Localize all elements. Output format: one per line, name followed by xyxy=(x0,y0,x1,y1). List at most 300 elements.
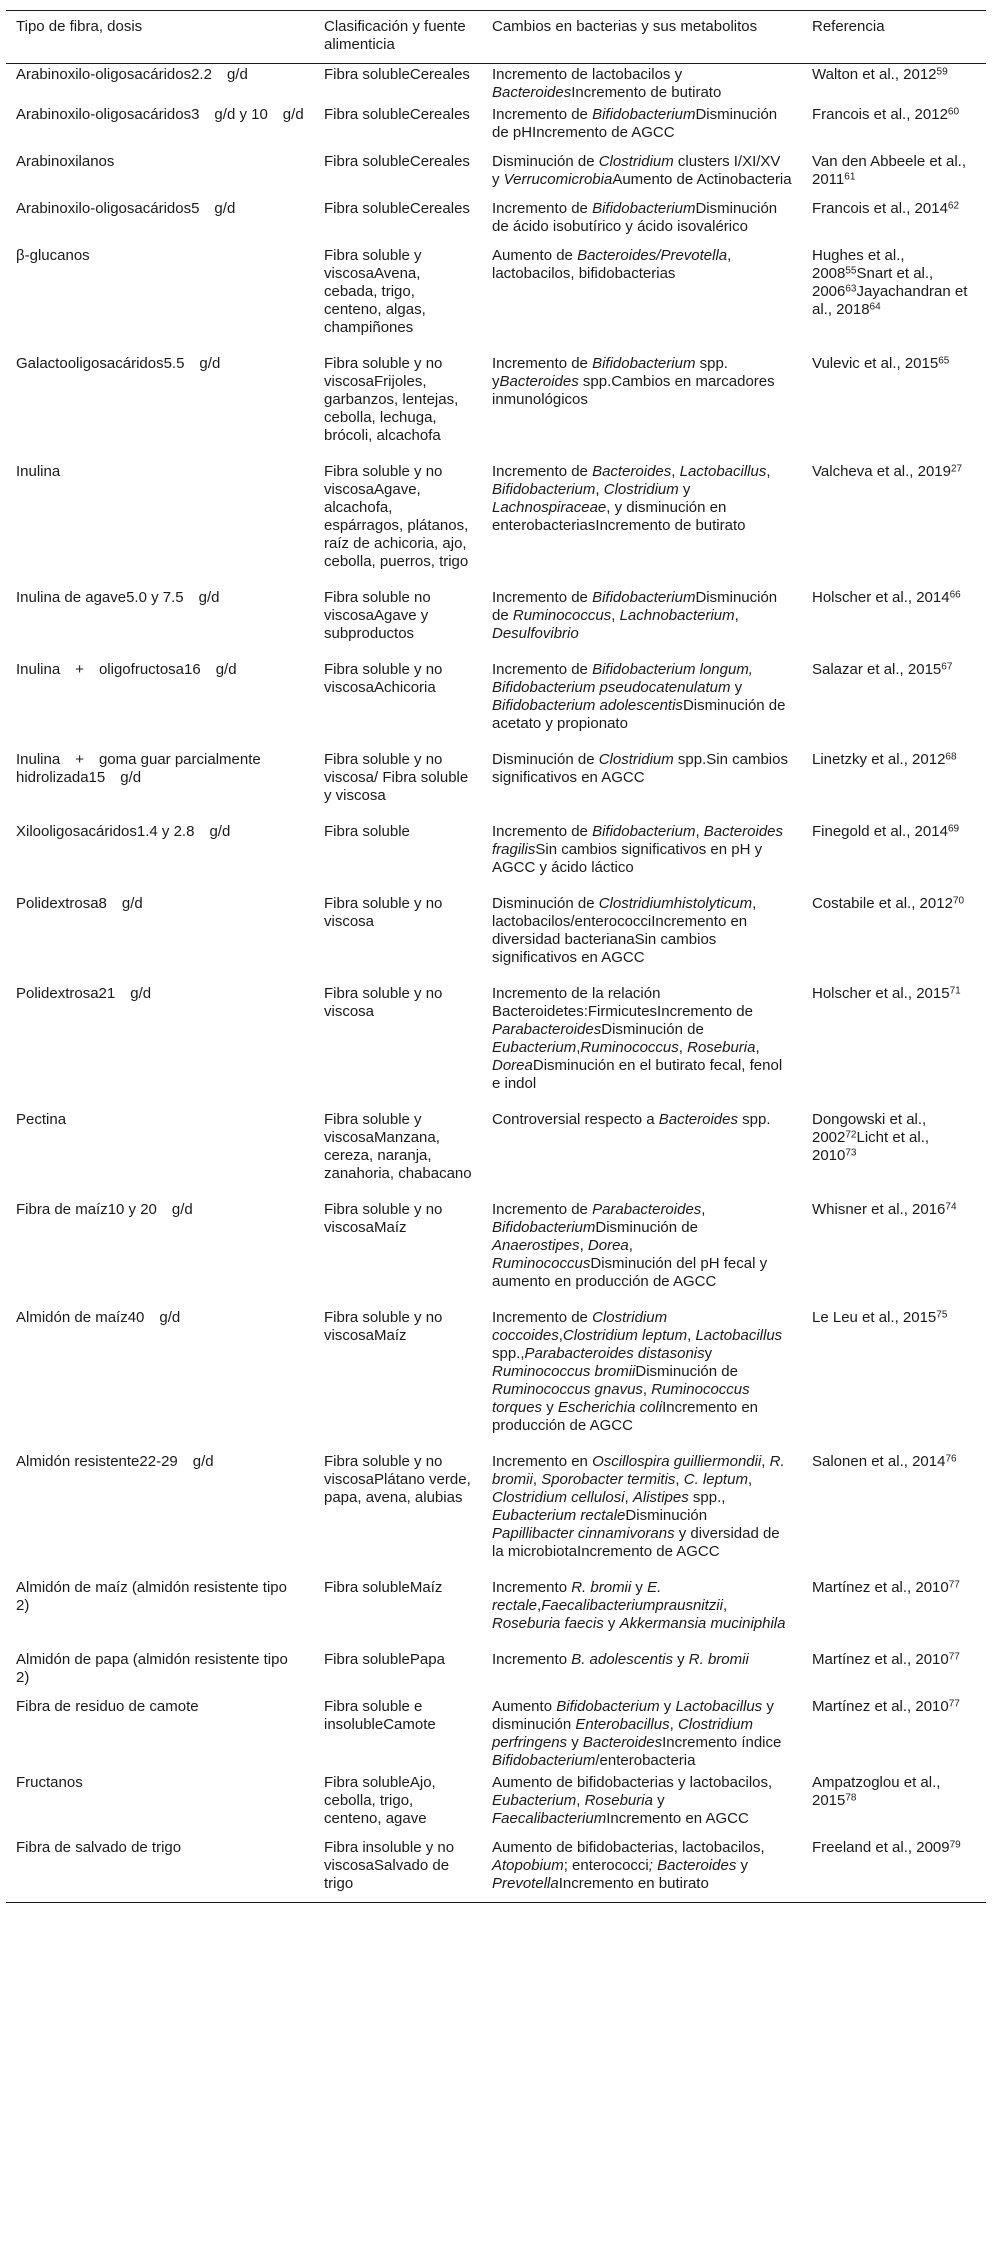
text-segment: Incremento de butirato xyxy=(571,84,722,101)
italic-taxon: Ruminococcus xyxy=(512,607,612,624)
italic-taxon: Akkermansia muciniphila xyxy=(619,1615,786,1632)
italic-taxon: Bacteroides/Prevotella xyxy=(577,247,728,264)
italic-taxon: E. rectale xyxy=(492,1579,662,1614)
citation-number: 67 xyxy=(941,661,953,673)
classification-cell: Fibra soluble y no viscosa xyxy=(324,985,443,1020)
text-segment: Dongowski et al., 2002 xyxy=(812,1111,927,1146)
text-segment: Snart et al., 2006 xyxy=(812,265,934,300)
text-segment: Incremento de la relación Bacteroidetes:FirmicutesIncremento de xyxy=(492,985,753,1020)
table-row xyxy=(6,198,986,238)
fiber-type-cell: Inulina + oligofructosa16 g/d xyxy=(16,661,237,678)
citation-number: 68 xyxy=(945,751,957,763)
text-segment: Jayachandran et al., 2018 xyxy=(812,283,968,318)
changes-cell xyxy=(482,580,802,652)
italic-taxon: Lactobacillus xyxy=(679,463,767,480)
text-segment: enterococci xyxy=(567,1857,649,1874)
text-segment: /enterobacteria xyxy=(595,1752,696,1769)
text-segment: Disminución de pHIncremento de AGCC xyxy=(492,106,778,141)
text-segment: spp. y xyxy=(492,355,728,390)
text-segment: Aumento de xyxy=(492,247,578,264)
changes-cell xyxy=(482,1772,802,1830)
text-segment: , xyxy=(675,1471,684,1488)
text-segment: y diversidad de la microbiotaIncremento de AGCC xyxy=(492,1525,780,1560)
italic-taxon: Roseburia xyxy=(687,1039,756,1056)
fiber-type-cell: Arabinoxilo-oligosacáridos3 g/d y 10 g/d xyxy=(16,106,304,123)
text-segment: Salonen et al., 2014 xyxy=(812,1453,946,1470)
text-segment: Disminución del pH fecal y aumento en producción de AGCC xyxy=(492,1255,768,1290)
italic-taxon: Clostridium leptum xyxy=(562,1327,688,1344)
text-segment: Salazar et al., 2015 xyxy=(812,661,942,678)
fiber-type-cell: Xilooligosacáridos1.4 y 2.8 g/d xyxy=(16,823,231,840)
reference-cell xyxy=(802,814,986,886)
classification-cell: Fibra soluble y viscosaAvena, cebada, trigo, centeno, algas, champiñones xyxy=(324,247,426,336)
text-segment: Disminución de xyxy=(595,1219,698,1236)
italic-taxon: Bacteroides xyxy=(582,1734,663,1751)
classification-cell: Fibra solubleCereales xyxy=(324,200,470,217)
italic-taxon: Ruminococcus torques xyxy=(492,1381,750,1416)
text-segment: Incremento de xyxy=(492,106,593,123)
italic-taxon: Prevotella xyxy=(492,1875,559,1892)
text-segment: , xyxy=(734,607,739,624)
text-segment: Martínez et al., 2010 xyxy=(812,1698,949,1715)
reference-cell xyxy=(802,652,986,742)
text-segment: ; xyxy=(563,1857,568,1874)
reference-cell xyxy=(802,238,986,346)
changes-cell xyxy=(482,652,802,742)
table-row xyxy=(6,238,986,346)
italic-taxon: R. bromii xyxy=(571,1579,632,1596)
reference-cell xyxy=(802,1300,986,1444)
text-segment: Vulevic et al., 2015 xyxy=(812,355,939,372)
text-segment: , xyxy=(642,1381,652,1398)
text-segment: Disminución de xyxy=(635,1363,738,1380)
fiber-type-cell: Fructanos xyxy=(16,1774,83,1791)
italic-taxon: Lachnobacterium xyxy=(619,607,735,624)
text-segment: spp.Cambios en marcadores inmunológicos xyxy=(492,373,775,408)
text-segment: Incremento en xyxy=(492,1453,593,1470)
italic-taxon: Bifidobacterium xyxy=(592,106,696,123)
text-segment: Martínez et al., 2010 xyxy=(812,1579,949,1596)
header-classification: Clasificación y fuente alimenticia xyxy=(324,18,466,53)
text-segment: Aumento xyxy=(492,1698,557,1715)
text-segment: Costabile et al., 2012 xyxy=(812,895,953,912)
classification-cell: Fibra soluble e insolubleCamote xyxy=(324,1698,436,1733)
italic-taxon: Roseburia faecis xyxy=(492,1615,604,1632)
italic-taxon: Bacteroides fragilis xyxy=(492,823,784,858)
text-segment: y xyxy=(603,1615,620,1632)
text-segment: Incremento de xyxy=(492,1309,593,1326)
italic-taxon: Bifidobacterium xyxy=(592,355,696,372)
table-row xyxy=(6,1696,986,1772)
text-segment: , xyxy=(766,463,771,480)
classification-cell: Fibra soluble y no viscosaAchicoria xyxy=(324,661,443,696)
citation-number: 75 xyxy=(936,1309,948,1321)
fiber-type-cell: Fibra de residuo de camote xyxy=(16,1698,199,1715)
italic-taxon: Bifidobacterium xyxy=(492,1219,596,1236)
reference-cell xyxy=(802,580,986,652)
fiber-type-cell: Polidextrosa21 g/d xyxy=(16,985,152,1002)
italic-taxon: Ruminococcus xyxy=(580,1039,679,1056)
fiber-type-cell: β-glucanos xyxy=(16,247,90,264)
reference-cell xyxy=(802,976,986,1102)
fiber-type-cell: Galactooligosacáridos5.5 g/d xyxy=(16,355,221,372)
text-segment: Incremento de xyxy=(492,661,593,678)
text-segment: spp., xyxy=(492,1345,525,1362)
table-row xyxy=(6,104,986,144)
reference-cell xyxy=(802,346,986,454)
text-segment: , xyxy=(628,1237,633,1254)
italic-taxon: Sporobacter termitis xyxy=(541,1471,676,1488)
text-segment: , xyxy=(761,1453,770,1470)
citation-number: 59 xyxy=(936,66,948,78)
classification-cell: Fibra soluble xyxy=(324,823,410,840)
reference-cell xyxy=(802,198,986,238)
italic-taxon: Bacteroides xyxy=(492,84,572,101)
text-segment: , xyxy=(747,1471,753,1488)
citation-number: 77 xyxy=(948,1698,960,1710)
changes-cell xyxy=(482,238,802,346)
changes-cell xyxy=(482,1642,802,1696)
classification-cell: Fibra solubleCereales xyxy=(324,66,470,83)
classification-cell: Fibra solublePapa xyxy=(324,1651,445,1668)
italic-taxon: Parabacteroides xyxy=(592,1201,702,1218)
citation-number: 60 xyxy=(947,106,960,118)
text-segment: Sin cambios significativos en pH y AGCC y ácido láctico xyxy=(492,841,763,876)
reference-cell xyxy=(802,104,986,144)
italic-taxon: Bifidobacterium adolescentis xyxy=(492,697,683,714)
classification-cell: Fibra soluble y viscosaManzana, cereza, naranja, zanahoria, chabacano xyxy=(324,1111,472,1182)
reference-cell xyxy=(802,1642,986,1696)
text-segment: Licht et al., 2010 xyxy=(812,1129,930,1164)
text-segment: Disminución de xyxy=(492,895,599,912)
fiber-microbiota-table xyxy=(6,10,986,1903)
changes-cell xyxy=(482,976,802,1102)
table-row xyxy=(6,580,986,652)
fiber-type-cell: Polidextrosa8 g/d xyxy=(16,895,143,912)
header-reference: Referencia xyxy=(812,18,885,35)
text-segment: Hughes et al., 2008 xyxy=(812,247,905,282)
header-row xyxy=(6,11,986,64)
fiber-type-cell: Inulina de agave5.0 y 7.5 g/d xyxy=(16,589,220,606)
classification-cell: Fibra soluble no viscosaAgave y subproductos xyxy=(324,589,431,642)
classification-cell: Fibra solubleCereales xyxy=(324,106,470,123)
text-segment: Francois et al., 2014 xyxy=(812,200,948,217)
text-segment: y xyxy=(542,1399,558,1416)
italic-taxon: Bifidobacterium xyxy=(592,589,696,606)
italic-taxon: Faecalibacterium xyxy=(492,1810,607,1827)
fiber-type-cell: Inulina xyxy=(16,463,61,480)
table-row xyxy=(6,1102,986,1192)
citation-number: 64 xyxy=(869,301,881,313)
italic-taxon: ; xyxy=(648,1857,653,1874)
text-segment: Disminución de acetato y propionato xyxy=(492,697,786,732)
italic-taxon: Clostridium xyxy=(603,481,679,498)
header-fiber-type: Tipo de fibra, dosis xyxy=(16,18,143,35)
italic-taxon: Bacteroides xyxy=(657,1857,737,1874)
italic-taxon: Eubacterium rectale xyxy=(492,1507,626,1524)
text-segment: Incremento de xyxy=(492,1201,593,1218)
italic-taxon: Clostridium perfringens xyxy=(492,1716,753,1751)
citation-number: 77 xyxy=(948,1579,960,1591)
text-segment: Incremento de xyxy=(492,823,593,840)
classification-cell: Fibra soluble y no viscosaMaíz xyxy=(324,1309,443,1344)
fiber-type-cell: Arabinoxilanos xyxy=(16,153,115,170)
italic-taxon: Dorea xyxy=(492,1057,533,1074)
text-segment: y xyxy=(567,1734,583,1751)
italic-taxon: Eubacterium xyxy=(492,1039,577,1056)
italic-taxon: Ruminococcus xyxy=(492,1255,591,1272)
table-row xyxy=(6,346,986,454)
italic-taxon: Clostridiumhistolyticum xyxy=(598,895,753,912)
citation-number: 73 xyxy=(845,1147,857,1159)
table-row xyxy=(6,1772,986,1830)
text-segment: Incremento xyxy=(492,1651,572,1668)
text-segment: y xyxy=(730,679,743,696)
italic-taxon: Lactobacillus xyxy=(675,1698,763,1715)
citation-number: 77 xyxy=(948,1651,960,1663)
changes-cell xyxy=(482,454,802,580)
italic-taxon: Lactobacillus xyxy=(695,1327,783,1344)
text-segment: , xyxy=(695,823,704,840)
text-segment: , xyxy=(576,1792,585,1809)
fiber-type-cell: Almidón de maíz40 g/d xyxy=(16,1309,181,1326)
text-segment: , xyxy=(701,1201,706,1218)
italic-taxon: Roseburia xyxy=(584,1792,653,1809)
text-segment: Incremento de xyxy=(492,589,593,606)
text-segment: Holscher et al., 2015 xyxy=(812,985,950,1002)
changes-cell xyxy=(482,1696,802,1772)
reference-cell xyxy=(802,454,986,580)
italic-taxon: C. leptum xyxy=(683,1471,748,1488)
changes-cell xyxy=(482,64,802,105)
text-segment: Disminución xyxy=(625,1507,708,1524)
changes-cell xyxy=(482,1830,802,1903)
italic-taxon: Bacteroides xyxy=(658,1111,738,1128)
text-segment: Aumento de Actinobacteria xyxy=(612,171,792,188)
italic-taxon: Papillibacter cinnamivorans xyxy=(492,1525,675,1542)
changes-cell xyxy=(482,886,802,976)
text-segment: Disminución de xyxy=(492,751,599,768)
italic-taxon: Clostridium xyxy=(598,153,674,170)
text-segment: Aumento de bifidobacterias y lactobacilos, xyxy=(492,1774,773,1791)
text-segment: y xyxy=(736,1857,748,1874)
text-segment: Valcheva et al., 2019 xyxy=(812,463,951,480)
citation-number: 63 xyxy=(845,283,857,295)
text-segment: Incremento de xyxy=(492,200,593,217)
text-segment: Van den Abbeele et al., 2011 xyxy=(812,153,967,188)
changes-cell xyxy=(482,198,802,238)
italic-taxon: Parabacteroides distasonis xyxy=(524,1345,705,1362)
citation-number: 71 xyxy=(949,985,961,997)
italic-taxon: Bifidobacterium xyxy=(592,200,696,217)
text-segment: , xyxy=(576,1039,581,1056)
italic-taxon: Alistipes xyxy=(632,1489,689,1506)
text-segment: Martínez et al., 2010 xyxy=(812,1651,949,1668)
text-segment: Incremento xyxy=(492,1579,572,1596)
citation-number: 65 xyxy=(938,355,950,367)
reference-cell xyxy=(802,742,986,814)
classification-cell: Fibra solubleCereales xyxy=(324,153,470,170)
reference-cell xyxy=(802,1192,986,1300)
reference-cell xyxy=(802,144,986,198)
reference-cell xyxy=(802,886,986,976)
text-segment: Linetzky et al., 2012 xyxy=(812,751,946,768)
fiber-type-cell: Fibra de maíz10 y 20 g/d xyxy=(16,1201,193,1218)
table-row xyxy=(6,1642,986,1696)
italic-taxon: Ruminococcus bromii xyxy=(492,1363,636,1380)
text-segment: Le Leu et al., 2015 xyxy=(812,1309,937,1326)
reference-cell xyxy=(802,1696,986,1772)
changes-cell xyxy=(482,1102,802,1192)
fiber-type-cell: Almidón de maíz (almidón resistente tipo 2) xyxy=(16,1579,287,1614)
italic-taxon: Enterobacillus xyxy=(575,1716,670,1733)
classification-cell: Fibra soluble y no viscosaAgave, alcachofa, espárragos, plátanos, raíz de achicoria, ajo, cebolla, puerros, trigo xyxy=(324,463,469,570)
text-segment: , xyxy=(669,1716,678,1733)
citation-number: 78 xyxy=(845,1792,857,1804)
classification-cell: Fibra soluble y no viscosaFrijoles, garbanzos, lentejas, cebolla, lechuga, brócoli, alcachofa xyxy=(324,355,459,444)
changes-cell xyxy=(482,742,802,814)
italic-taxon: Verrucomicrobia xyxy=(503,171,613,188)
classification-cell: Fibra solubleAjo, cebolla, trigo, centeno, agave xyxy=(324,1774,436,1827)
italic-taxon: Clostridium coccoides xyxy=(492,1309,668,1344)
fiber-type-cell: Fibra de salvado de trigo xyxy=(16,1839,182,1856)
text-segment: y xyxy=(652,1792,665,1809)
italic-taxon: Ruminococcus gnavus xyxy=(492,1381,643,1398)
italic-taxon: Bacteroides xyxy=(592,463,672,480)
table-row xyxy=(6,64,986,105)
text-segment: spp. xyxy=(737,1111,771,1128)
reference-cell xyxy=(802,1444,986,1570)
italic-taxon: Eubacterium xyxy=(492,1792,577,1809)
changes-cell xyxy=(482,1192,802,1300)
italic-taxon: Bifidobacterium xyxy=(556,1698,660,1715)
changes-cell xyxy=(482,144,802,198)
text-segment: spp.Sin cambios significativos en AGCC xyxy=(492,751,788,786)
changes-cell xyxy=(482,1300,802,1444)
changes-cell xyxy=(482,1570,802,1642)
text-segment: , xyxy=(687,1327,696,1344)
italic-taxon: Desulfovibrio xyxy=(492,625,579,642)
table-body xyxy=(6,64,986,1903)
text-segment: Incremento en AGCC xyxy=(606,1810,749,1827)
table-row xyxy=(6,1444,986,1570)
italic-taxon: Dorea xyxy=(587,1237,629,1254)
fiber-type-cell: Almidón resistente22-29 g/d xyxy=(16,1453,214,1470)
fiber-type-cell: Almidón de papa (almidón resistente tipo 2) xyxy=(16,1651,288,1686)
text-segment: , xyxy=(595,481,604,498)
table-row xyxy=(6,1300,986,1444)
table-row xyxy=(6,652,986,742)
text-segment: , lactobacilos/enterococciIncremento en diversidad bacterianaSin cambios significativos en AGCC xyxy=(492,895,757,966)
table-row xyxy=(6,1192,986,1300)
text-segment: y xyxy=(704,1345,713,1362)
italic-taxon: Oscillospira guilliermondii xyxy=(592,1453,762,1470)
italic-taxon: Bacteroides xyxy=(499,373,579,390)
text-segment: , y disminución en enterobacteriasIncremento de butirato xyxy=(492,499,746,534)
text-segment: Freeland et al., 2009 xyxy=(812,1839,950,1856)
text-segment: Incremento en butirato xyxy=(558,1875,709,1892)
text-segment: y xyxy=(631,1579,648,1596)
changes-cell xyxy=(482,346,802,454)
text-segment: Francois et al., 2012 xyxy=(812,106,948,123)
text-segment: , lactobacilos, bifidobacterias xyxy=(492,247,732,282)
table-row xyxy=(6,814,986,886)
citation-number: 74 xyxy=(945,1201,957,1213)
citation-number: 69 xyxy=(947,823,960,835)
text-segment: Holscher et al., 2014 xyxy=(812,589,950,606)
text-segment: , xyxy=(624,1489,633,1506)
text-segment: , xyxy=(558,1327,563,1344)
italic-taxon: Faecalibacteriumprausnitzii xyxy=(541,1597,723,1614)
text-segment: Whisner et al., 2016 xyxy=(812,1201,946,1218)
changes-cell xyxy=(482,1444,802,1570)
reference-cell xyxy=(802,1102,986,1192)
table-row xyxy=(6,144,986,198)
italic-taxon: Escherichia coli xyxy=(557,1399,663,1416)
text-segment: Incremento de lactobacilos y xyxy=(492,66,683,83)
changes-cell xyxy=(482,814,802,886)
text-segment: Disminución de xyxy=(492,589,778,624)
citation-number: 62 xyxy=(947,200,960,212)
reference-cell xyxy=(802,1830,986,1903)
classification-cell: Fibra soluble y no viscosaMaíz xyxy=(324,1201,443,1236)
italic-taxon: Anaerostipes xyxy=(492,1237,580,1254)
text-segment: Aumento de bifidobacterias, lactobacilos, xyxy=(492,1839,765,1856)
citation-number: 72 xyxy=(845,1129,857,1141)
classification-cell: Fibra soluble y no viscosa/ Fibra soluble y viscosa xyxy=(324,751,469,804)
text-segment: y xyxy=(678,481,691,498)
text-segment: , xyxy=(537,1597,542,1614)
text-segment: Incremento de xyxy=(492,355,593,372)
text-segment: y disminución xyxy=(492,1698,774,1733)
table-row xyxy=(6,886,986,976)
text-segment: , xyxy=(671,463,680,480)
text-segment: Disminución de xyxy=(601,1021,704,1038)
table-row xyxy=(6,976,986,1102)
italic-taxon: Lachnospiraceae xyxy=(492,499,607,516)
citation-number: 66 xyxy=(949,589,961,601)
text-segment: y xyxy=(659,1698,676,1715)
text-segment: Incremento índice xyxy=(662,1734,782,1751)
text-segment: , xyxy=(611,607,620,624)
text-segment: Disminución en el butirato fecal, fenol e indol xyxy=(492,1057,783,1092)
italic-taxon: R. bromii xyxy=(688,1651,749,1668)
text-segment: , xyxy=(755,1039,760,1056)
italic-taxon: Bifidobacterium longum, Bifidobacterium pseudocatenulatum xyxy=(492,661,753,696)
changes-cell xyxy=(482,104,802,144)
text-segment: Incremento de xyxy=(492,463,593,480)
italic-taxon: R. bromii xyxy=(492,1453,785,1488)
italic-taxon: Parabacteroides xyxy=(492,1021,602,1038)
text-segment: Walton et al., 2012 xyxy=(812,66,937,83)
text-segment: Finegold et al., 2014 xyxy=(812,823,948,840)
table-row xyxy=(6,1570,986,1642)
text-segment: Ampatzoglou et al., 2015 xyxy=(812,1774,941,1809)
reference-cell xyxy=(802,64,986,105)
table-row xyxy=(6,454,986,580)
fiber-type-cell: Arabinoxilo-oligosacáridos5 g/d xyxy=(16,200,236,217)
italic-taxon: B. adolescentis xyxy=(571,1651,673,1668)
citation-number: 79 xyxy=(949,1839,961,1851)
italic-taxon: Bifidobacterium xyxy=(492,1752,596,1769)
italic-taxon: Atopobium xyxy=(492,1857,564,1874)
header-changes: Cambios en bacterias y sus metabolitos xyxy=(492,18,758,35)
italic-taxon: Clostridium cellulosi xyxy=(492,1489,625,1506)
reference-cell xyxy=(802,1772,986,1830)
classification-cell: Fibra soluble y no viscosaPlátano verde, papa, avena, alubias xyxy=(324,1453,471,1506)
text-segment: Incremento en producción de AGCC xyxy=(492,1399,758,1434)
classification-cell: Fibra solubleMaíz xyxy=(324,1579,443,1596)
